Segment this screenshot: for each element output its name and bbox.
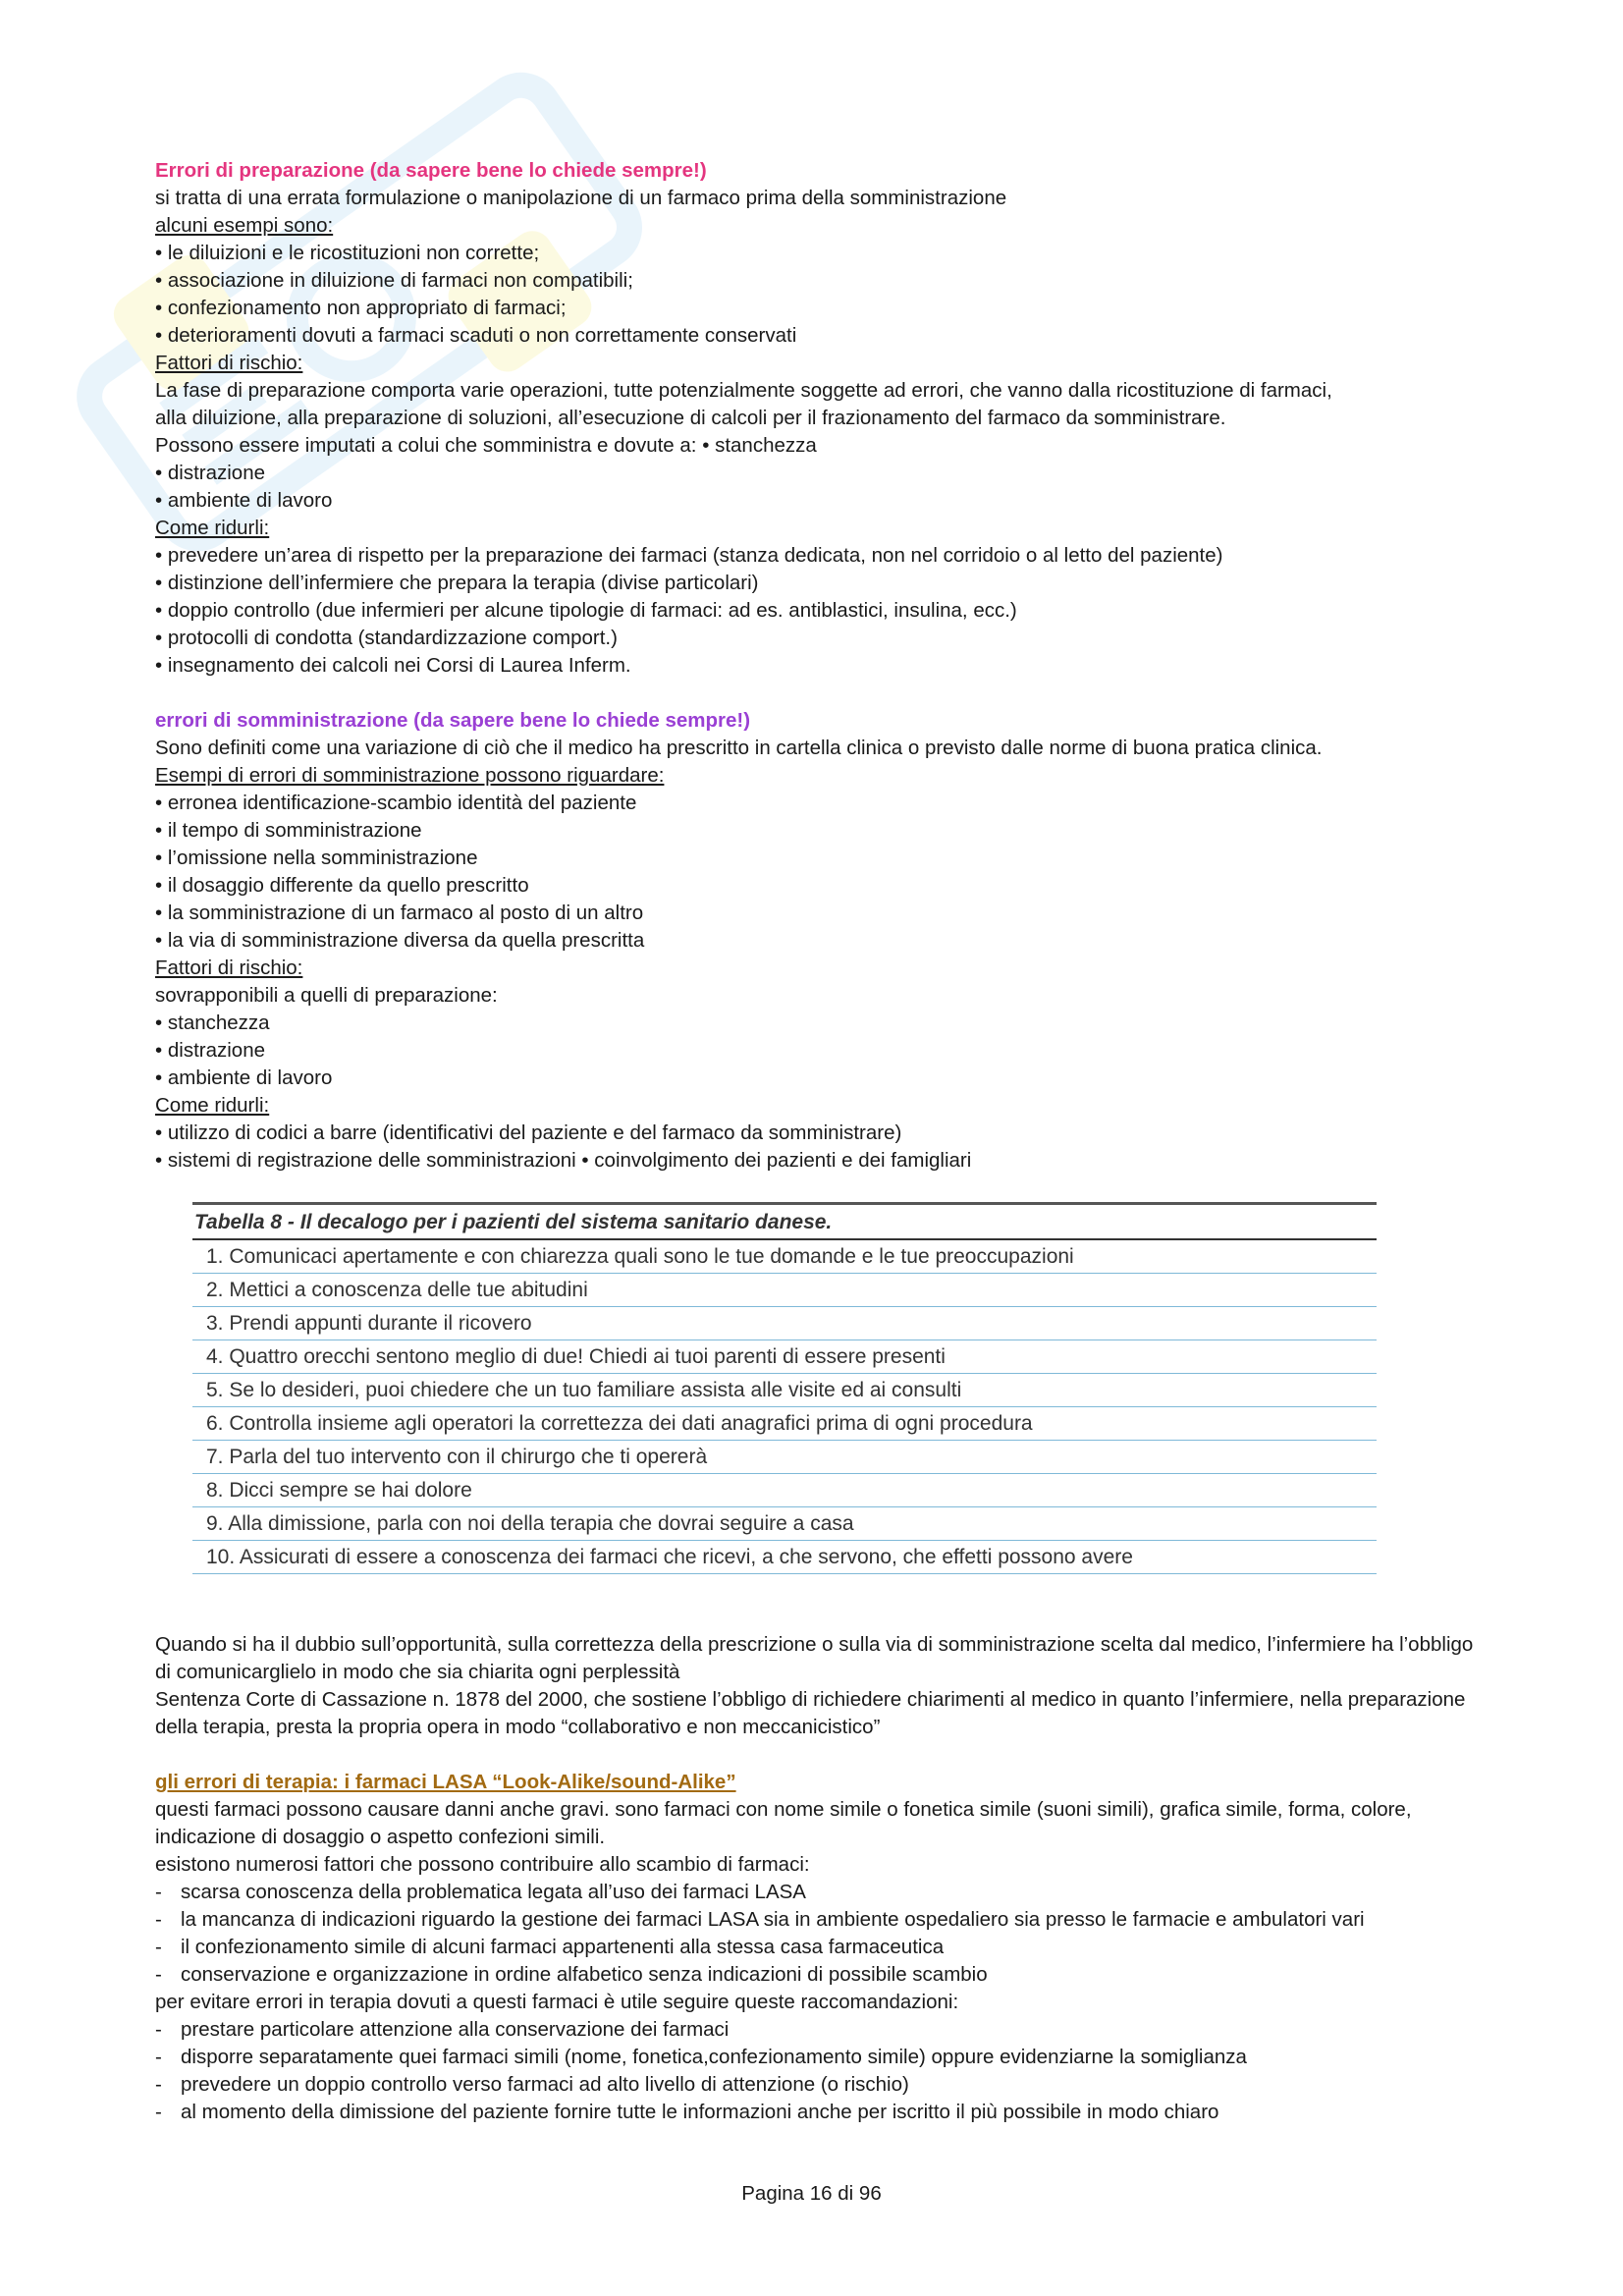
table-row: 9. Alla dimissione, parla con noi della terapia che dovrai seguire a casa <box>192 1507 1377 1541</box>
dash-item: - la mancanza di indicazioni riguardo la gestione dei farmaci LASA sia in ambiente ospedaliero sia presso le farmacie e ambulatori vari <box>155 1906 1490 1934</box>
bullet-item: • il dosaggio differente da quello prescritto <box>155 874 529 897</box>
bullet-item: • doppio controllo (due infermieri per alcune tipologie di farmaci: ad es. antiblastici, insulina, ecc.) <box>155 599 1017 622</box>
bullet-item: • distinzione dell’infermiere che prepara la terapia (divise particolari) <box>155 572 759 594</box>
bullet-item: • ambiente di lavoro <box>155 1066 333 1089</box>
dash-item: - prestare particolare attenzione alla conservazione dei farmaci <box>155 2016 1490 2044</box>
subheading-reduce: Come ridurli: <box>155 1094 270 1117</box>
bullet-item: • la somministrazione di un farmaco al posto di un altro <box>155 902 644 924</box>
dash-item: - scarsa conoscenza della problematica legata all’uso dei farmaci LASA <box>155 1879 1490 1906</box>
table-row: 3. Prendi appunti durante il ricovero <box>192 1307 1377 1340</box>
bullet-item: • sistemi di registrazione delle somministrazioni • coinvolgimento dei pazienti e dei famigliari <box>155 1149 972 1172</box>
table-row: 7. Parla del tuo intervento con il chirurgo che ti opererà <box>192 1441 1377 1474</box>
subheading-risk: Fattori di rischio: <box>155 957 303 979</box>
bullet-item: • distrazione <box>155 1039 266 1062</box>
section-intro: si tratta di una errata formulazione o manipolazione di un farmaco prima della somministrazione <box>155 187 1007 209</box>
section-intro: questi farmaci possono causare danni anche gravi. sono farmaci con nome simile o fonetica simile (suoni simili), grafica simile, forma, colore, indicazione di dosaggio o aspetto confezioni simili. <box>155 1798 1412 1848</box>
bullet-item: • distrazione <box>155 462 266 484</box>
advice-intro: per evitare errori in terapia dovuti a questi farmaci è utile seguire queste raccomandazioni: <box>155 1991 959 2013</box>
bullet-item: • il tempo di somministrazione <box>155 819 422 842</box>
table-row: 8. Dicci sempre se hai dolore <box>192 1474 1377 1507</box>
page-number: Pagina 16 di 96 <box>741 2182 882 2205</box>
bullet-item: • stanchezza <box>155 1011 270 1034</box>
risk-text: alla diluizione, alla preparazione di soluzioni, all’esecuzione di calcoli per il frazionamento del farmaco da somministrare. <box>155 407 1226 429</box>
table-row: 6. Controlla insieme agli operatori la correttezza dei dati anagrafici prima di ogni procedura <box>192 1407 1377 1441</box>
factors-intro: esistono numerosi fattori che possono contribuire allo scambio di farmaci: <box>155 1853 810 1876</box>
table-row: 5. Se lo desideri, puoi chiedere che un tuo familiare assista alle visite ed ai consulti <box>192 1374 1377 1407</box>
section-title-preparazione: Errori di preparazione (da sapere bene lo chiede sempre!) <box>155 159 707 182</box>
dash-item: - disporre separatamente quei farmaci simili (nome, fonetica,confezionamento simile) oppure evidenziarne la somiglianza <box>155 2044 1490 2071</box>
risk-text: La fase di preparazione comporta varie operazioni, tutte potenzialmente soggette ad errori, che vanno dalla ricostituzione di farmaci, <box>155 379 1332 402</box>
bullet-item: • erronea identificazione-scambio identità del paziente <box>155 792 637 814</box>
bullet-item: • associazione in diluizione di farmaci non compatibili; <box>155 269 633 292</box>
bullet-item: • insegnamento dei calcoli nei Corsi di Laurea Inferm. <box>155 654 631 677</box>
subheading-examples: alcuni esempi sono: <box>155 214 334 237</box>
table-row: 1. Comunicaci apertamente e con chiarezza quali sono le tue domande e le tue preoccupazioni <box>192 1240 1377 1274</box>
table-title: Tabella 8 - Il decalogo per i pazienti del sistema sanitario danese. <box>192 1202 1377 1240</box>
bullet-item: • deterioramenti dovuti a farmaci scaduti o non correttamente conservati <box>155 324 797 347</box>
bullet-item: • protocolli di condotta (standardizzazione comport.) <box>155 627 618 649</box>
bullet-item: • utilizzo di codici a barre (identificativi del paziente e del farmaco da somministrare) <box>155 1121 902 1144</box>
bullet-item: • le diluizioni e le ricostituzioni non corrette; <box>155 242 540 264</box>
table-row: 2. Mettici a conoscenza delle tue abitudini <box>192 1274 1377 1307</box>
paragraph-dubbio: Quando si ha il dubbio sull’opportunità, sulla correttezza della prescrizione o sulla via di somministrazione scelta dal medico, l’infermiere ha l’obbligo di comunicarglielo in modo che sia chiarita ogni perplessità <box>155 1633 1474 1683</box>
section-title-lasa: gli errori di terapia: i farmaci LASA “Look-Alike/sound-Alike” <box>155 1771 736 1793</box>
decalogo-table <box>192 1202 1377 1574</box>
bullet-item: • prevedere un’area di rispetto per la preparazione dei farmaci (stanza dedicata, non nel corridoio o al letto del paziente) <box>155 544 1223 567</box>
dash-item: - conservazione e organizzazione in ordine alfabetico senza indicazioni di possibile scambio <box>155 1961 1490 1989</box>
bullet-item: • confezionamento non appropriato di farmaci; <box>155 297 567 319</box>
dash-item: - prevedere un doppio controllo verso farmaci ad alto livello di attenzione (o rischio) <box>155 2071 1490 2099</box>
subheading-reduce: Come ridurli: <box>155 517 270 539</box>
bullet-item: • l’omissione nella somministrazione <box>155 847 478 869</box>
table-row: 4. Quattro orecchi sentono meglio di due! Chiedi ai tuoi parenti di essere presenti <box>192 1340 1377 1374</box>
subheading-risk: Fattori di rischio: <box>155 352 303 374</box>
dash-item: - al momento della dimissione del paziente fornire tutte le informazioni anche per iscritto il più possibile in modo chiaro <box>155 2099 1490 2126</box>
risk-text: Possono essere imputati a colui che somministra e dovute a: • stanchezza <box>155 434 817 457</box>
paragraph-sentenza: Sentenza Corte di Cassazione n. 1878 del 2000, che sostiene l’obbligo di richiedere chiarimenti al medico in quanto l’infermiere, nella preparazione della terapia, presta la propria opera in modo “collaborativo e non meccanicistico” <box>155 1688 1466 1738</box>
dash-item: - il confezionamento simile di alcuni farmaci appartenenti alla stessa casa farmaceutica <box>155 1934 1490 1961</box>
bullet-item: • ambiente di lavoro <box>155 489 333 512</box>
table-row: 10. Assicurati di essere a conoscenza dei farmaci che ricevi, a che servono, che effetti possono avere <box>192 1541 1377 1574</box>
bullet-item: • la via di somministrazione diversa da quella prescritta <box>155 929 645 952</box>
section-intro: Sono definiti come una variazione di ciò che il medico ha prescritto in cartella clinica o previsto dalle norme di buona pratica clinica. <box>155 737 1323 759</box>
section-title-somministrazione: errori di somministrazione (da sapere bene lo chiede sempre!) <box>155 709 751 732</box>
subheading-examples: Esempi di errori di somministrazione possono riguardare: <box>155 764 665 787</box>
risk-intro: sovrapponibili a quelli di preparazione: <box>155 984 498 1007</box>
document-body <box>155 157 1490 2126</box>
